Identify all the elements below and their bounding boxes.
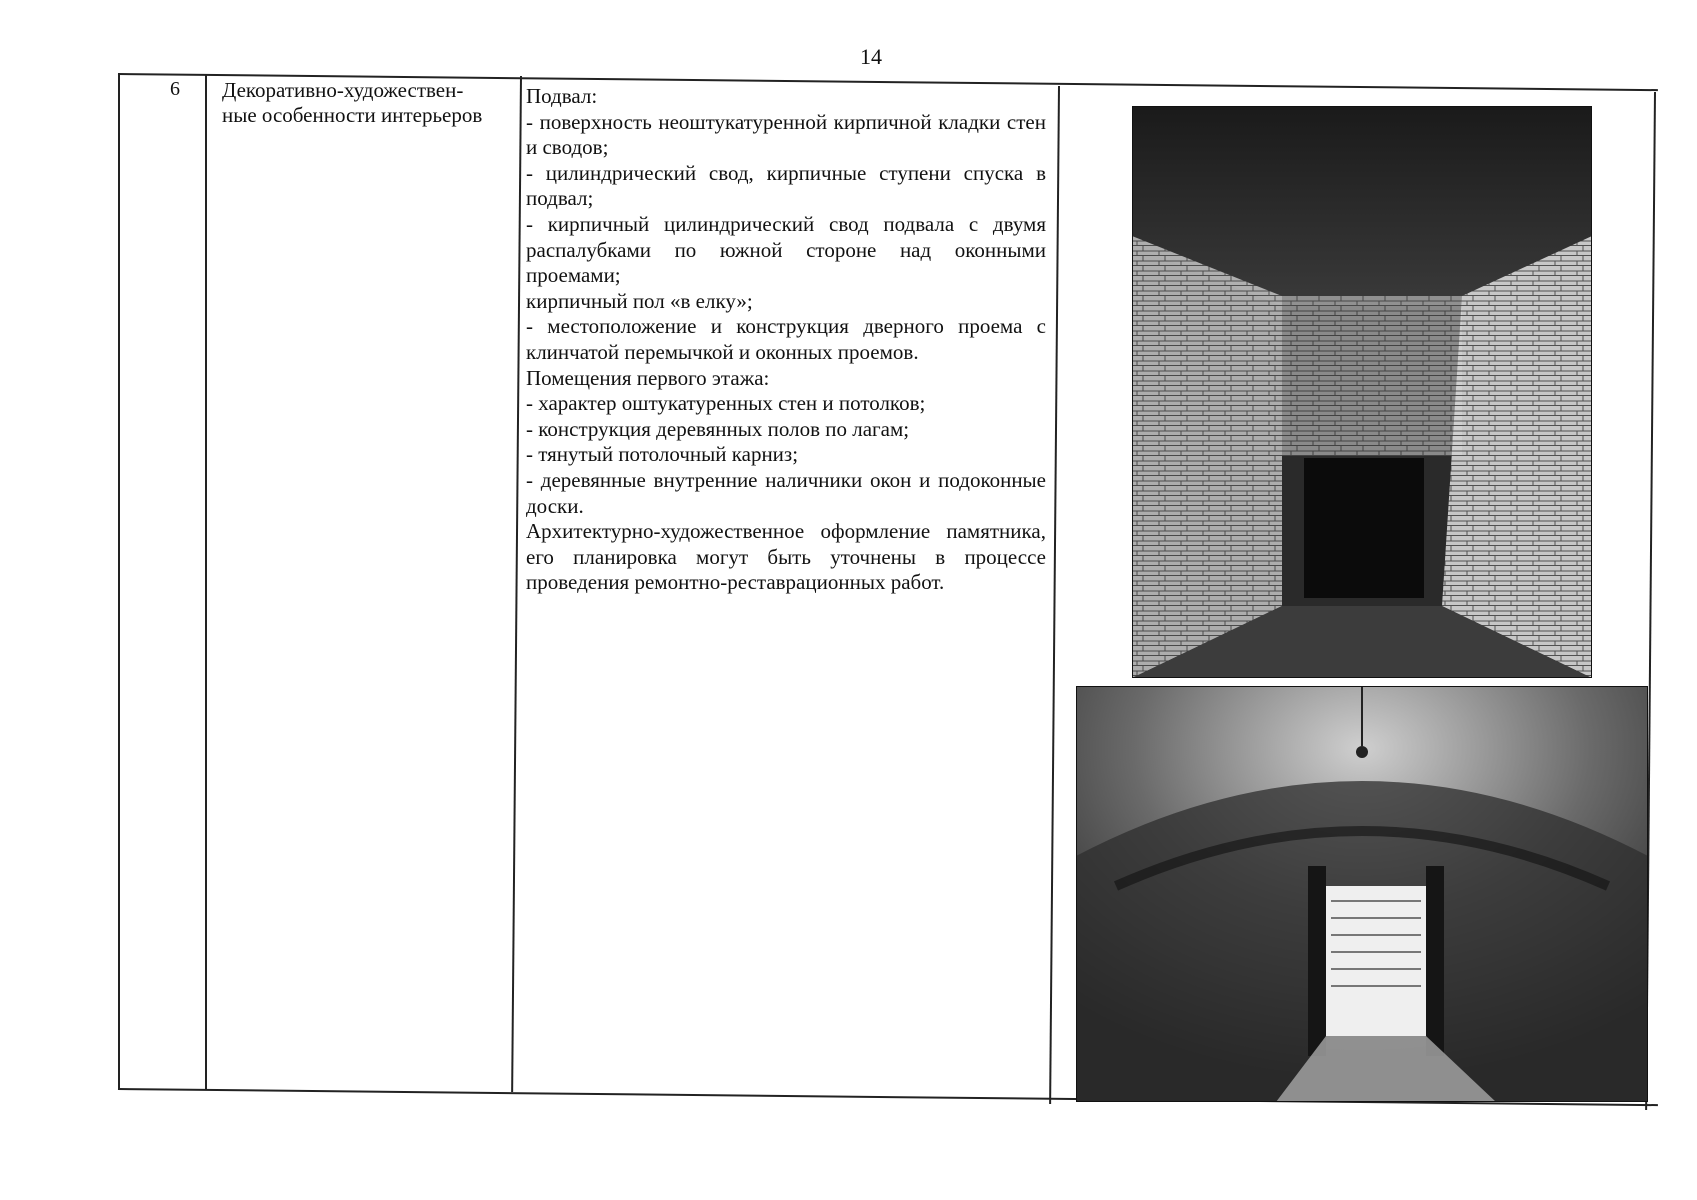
desc-paragraph: Архитектурно-художественное оформление памятника, его планировка могут быть уточнены в процессе проведения ремонтно-реставрационных работ. [526,519,1046,595]
desc-paragraph: - цилиндрический свод, кирпичные ступени спуска в подвал; [526,160,1046,211]
row-number: 6 [170,78,180,100]
page-number: 14 [860,44,882,69]
desc-paragraph: Подвал: [526,84,598,108]
row-description [526,84,1046,596]
row-name [222,78,522,128]
col-divider-num [205,74,207,1090]
desc-paragraph: Помещения первого этажа: [526,365,770,390]
photo-vaulted-basement [1076,686,1648,1102]
desc-paragraph: - тянутый потолочный карниз; [526,442,799,467]
desc-paragraph: - поверхность неоштукатуренной кирпичной кладки стен и сводов; [526,109,1046,160]
desc-paragraph: кирпичный пол «в елку»; [526,288,753,313]
desc-paragraph: - деревянные внутренние наличники окон и подоконные доски. [526,467,1046,518]
desc-paragraph: - конструкция деревянных полов по лагам; [526,416,910,441]
col-divider-left [118,73,120,1089]
desc-paragraph: - кирпичный цилиндрический свод подвала с двумя распалубками по южной стороне над оконными проемами; [526,211,1046,288]
photo-basement-stairs [1132,106,1592,678]
row-name-line-1: Декоративно-художествен- [222,78,464,102]
desc-paragraph: - местоположение и конструкция дверного проема с клинчатой перемычкой и оконных проемов. [526,314,1046,364]
row-name-line-2: ные особенности интерьеров [222,103,483,127]
desc-paragraph: - характер оштукатуренных стен и потолков; [526,391,926,416]
